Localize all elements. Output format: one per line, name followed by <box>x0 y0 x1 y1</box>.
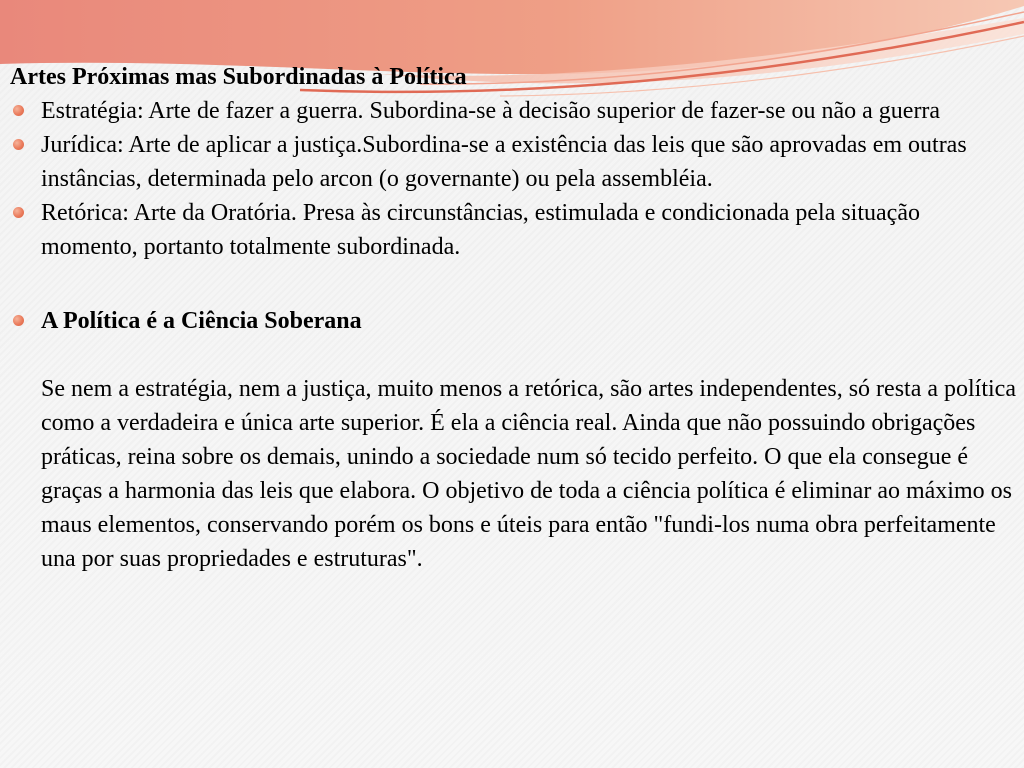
slide-content <box>10 62 1018 576</box>
bullet-item-politica <box>10 304 1018 576</box>
bullet-item-retorica <box>10 196 1018 264</box>
bullet-dot-icon <box>13 315 24 326</box>
bullet-text: Jurídica: Arte de aplicar a justiça.Subordina-se a existência das leis que são aprovadas em outras instâncias, determinada pelo arcon (o governante) ou pela assembléia. <box>41 132 967 192</box>
bullet-dot-icon <box>13 207 24 218</box>
section-paragraph: Se nem a estratégia, nem a justiça, muito menos a retórica, são artes independentes, só resta a política como a verdadeira e única arte superior. É ela a ciência real. Ainda que não possuindo obrigações práticas, reina sobre os demais, unindo a sociedade num só tecido perfeito. O que ela consegue é graças a harmonia das leis que elabora. O objetivo de toda a ciência política é eliminar ao máximo os maus elementos, conservando porém os bons e úteis para então "fundi-los numa obra perfeitamente una por suas propriedades e estruturas". <box>41 376 1016 572</box>
bullet-list <box>10 94 1018 264</box>
bullet-text: Retórica: Arte da Oratória. Presa às circunstâncias, estimulada e condicionada pela situação momento, portanto totalmente subordinada. <box>41 200 920 260</box>
bullet-text: Estratégia: Arte de fazer a guerra. Subordina-se à decisão superior de fazer-se ou não a guerra <box>41 98 941 124</box>
section-list <box>10 304 1018 576</box>
bullet-item-estrategia <box>10 94 1018 128</box>
slide-heading: Artes Próximas mas Subordinadas à Política <box>10 64 467 90</box>
section-title: A Política é a Ciência Soberana <box>41 308 362 334</box>
bullet-item-juridica <box>10 128 1018 196</box>
bullet-dot-icon <box>13 139 24 150</box>
bullet-dot-icon <box>13 105 24 116</box>
